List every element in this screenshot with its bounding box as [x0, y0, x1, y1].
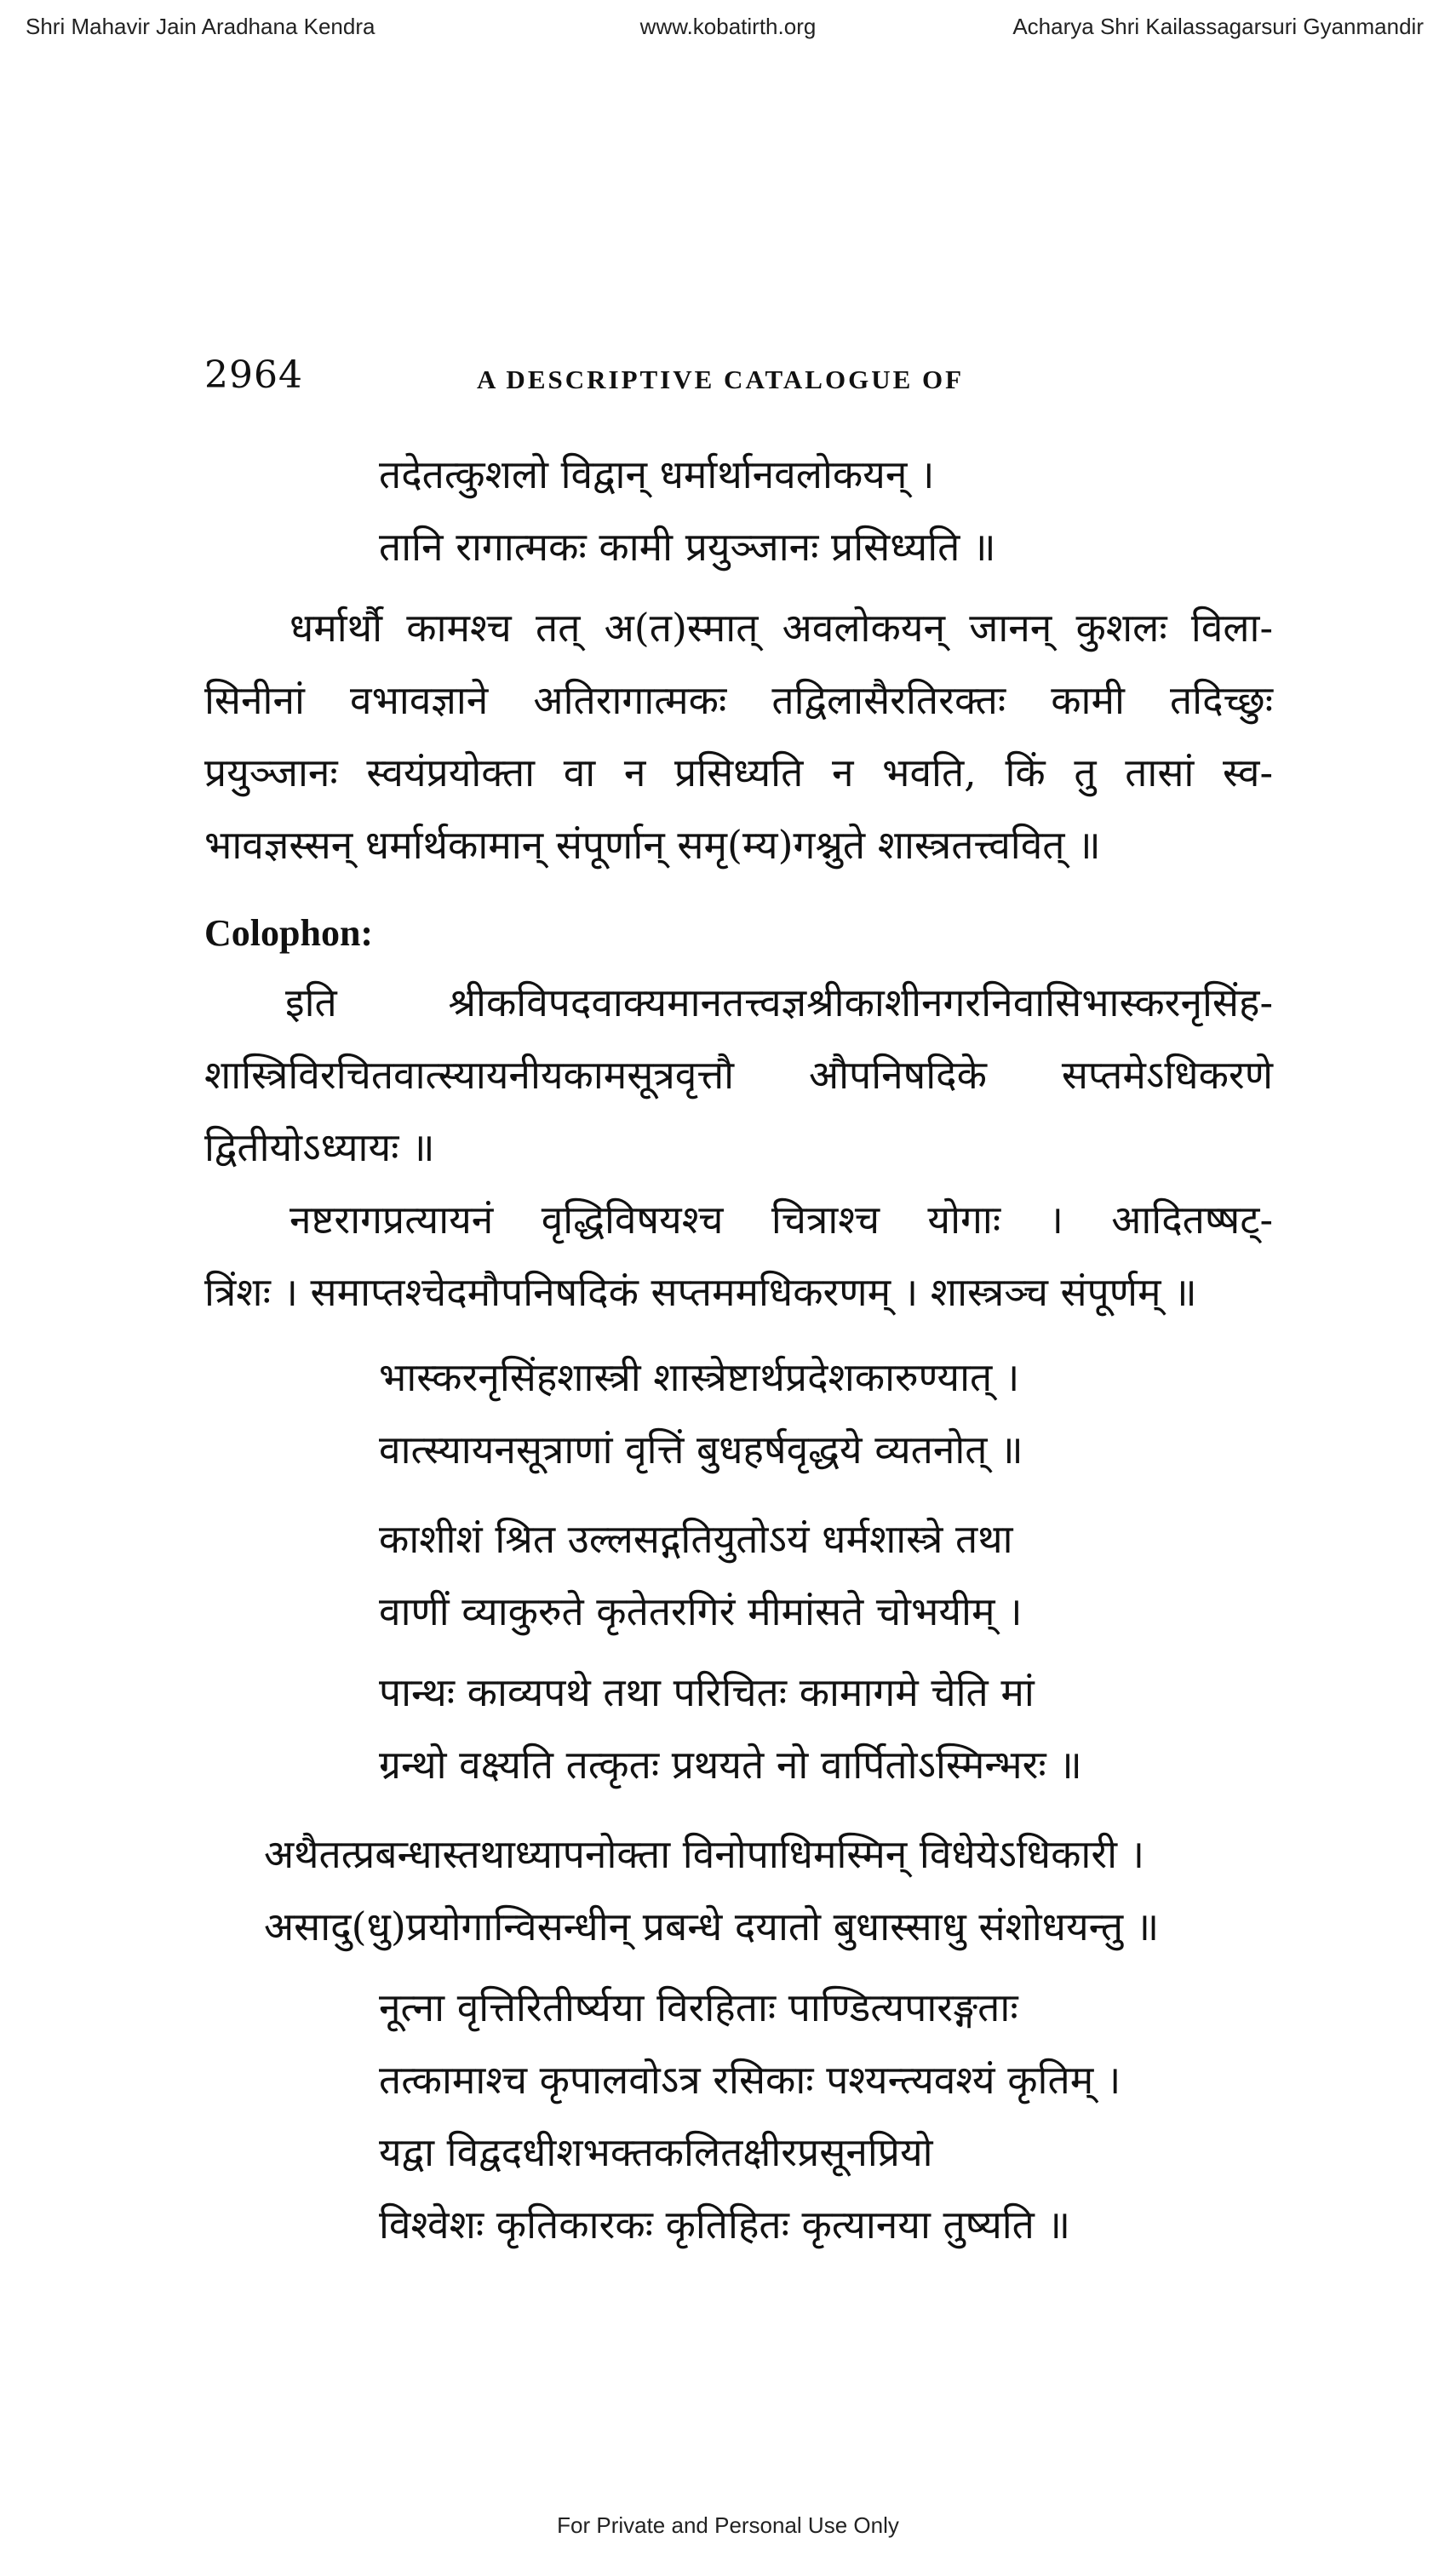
header-left-text: Shri Mahavir Jain Aradhana Kendra [26, 14, 375, 39]
commentary-line: धर्मार्थौ कामश्च तत् अ(त)स्मात् अवलोकयन् जानन् कुशलः विला- [289, 605, 1273, 651]
colophon-heading: Colophon: [204, 912, 374, 954]
verse-line: काशीशं श्रित उल्लसद्गतियुतोऽयं धर्मशास्त्रे तथा [379, 1516, 1013, 1562]
colophon-line: त्रिंशः । समाप्तश्चेदमौपनिषदिकं सप्तममधिकरणम् । शास्त्रञ्च संपूर्णम् ॥ [204, 1269, 1197, 1315]
commentary-line: प्रयुञ्जानः स्वयंप्रयोक्ता वा न प्रसिध्यति न भवति, किं तु तासां स्व- [204, 749, 1273, 795]
header-right-text: Acharya Shri Kailassagarsuri Gyanmandir [1012, 14, 1424, 39]
verse-line: विश्वेशः कृतिकारकः कृतिहितः कृत्यानया तुष्यति ॥ [379, 2202, 1071, 2248]
verse-line: असादु(धु)प्रयोगान्विसन्धीन् प्रबन्धे दयातो बुधास्साधु संशोधयन्तु ॥ [264, 1903, 1160, 1949]
verse-line: भास्करनृसिंहशास्त्री शास्त्रेष्टार्थप्रदेशकारुण्यात् । [379, 1354, 1020, 1400]
colophon-line: इति श्रीकविपदवाक्यमानतत्त्वज्ञश्रीकाशीनगरनिवासिभास्करनृसिंह- [285, 979, 1273, 1025]
commentary-line: भावज्ञस्सन् धर्मार्थकामान् संपूर्णान् समृ(म्य)गश्नुते शास्त्रतत्त्ववित् ॥ [204, 822, 1101, 868]
verse-line: तदेतत्कुशलो विद्वान् धर्मार्थानवलोकयन् । [379, 451, 935, 497]
verse-line: यद्वा विद्वदधीशभक्तकलितक्षीरप्रसूनप्रियो [379, 2129, 933, 2175]
running-title: A DESCRIPTIVE CATALOGUE OF [477, 365, 965, 394]
colophon-line: नष्टरागप्रत्यायनं वृद्धिविषयश्च चित्राश्च योगाः । आदितष्षट्- [289, 1197, 1273, 1243]
verse-line: तत्कामाश्च कृपालवोऽत्र रसिकाः पश्यन्त्यवश्यं कृतिम् । [379, 2057, 1121, 2103]
verse-line: वाणीं व्याकुरुते कृतेतरगिरं मीमांसते चोभयीम् । [379, 1588, 1023, 1634]
header-center-url: www.kobatirth.org [639, 14, 817, 39]
verse-line: वात्स्यायनसूत्राणां वृत्तिं बुधहर्षवृद्धये व्यतनोत् ॥ [379, 1427, 1023, 1473]
footer-text: For Private and Personal Use Only [557, 2512, 899, 2538]
verse-line: अथैतत्प्रबन्धास्तथाध्यापनोक्ता विनोपाधिमस्मिन् विधेयेऽधिकारी । [264, 1831, 1145, 1877]
verse-line: नूत्ना वृत्तिरितीर्ष्यया विरहिताः पाण्डित्यपारङ्गताः [379, 1984, 1018, 2030]
colophon-line: द्वितीयोऽध्यायः ॥ [204, 1124, 435, 1170]
commentary-line: सिनीनां वभावज्ञाने अतिरागात्मकः तद्विलासैरतिरक्तः कामी तदिच्छुः [204, 677, 1273, 723]
verse-line: तानि रागात्मकः कामी प्रयुञ्जानः प्रसिध्यति ॥ [379, 524, 996, 570]
page-number: 2964 [204, 353, 303, 397]
verse-line: पान्थः काव्यपथे तथा परिचितः कामागमे चेति मां [379, 1669, 1035, 1715]
colophon-line: शास्त्रिविरचितवात्स्यायनीयकामसूत्रवृत्तौ औपनिषदिके सप्तमेऽधिकरणे [204, 1052, 1273, 1098]
verse-line: ग्रन्थो वक्ष्यति तत्कृतः प्रथयते नो वार्पितोऽस्मिन्भरः ॥ [379, 1742, 1082, 1788]
